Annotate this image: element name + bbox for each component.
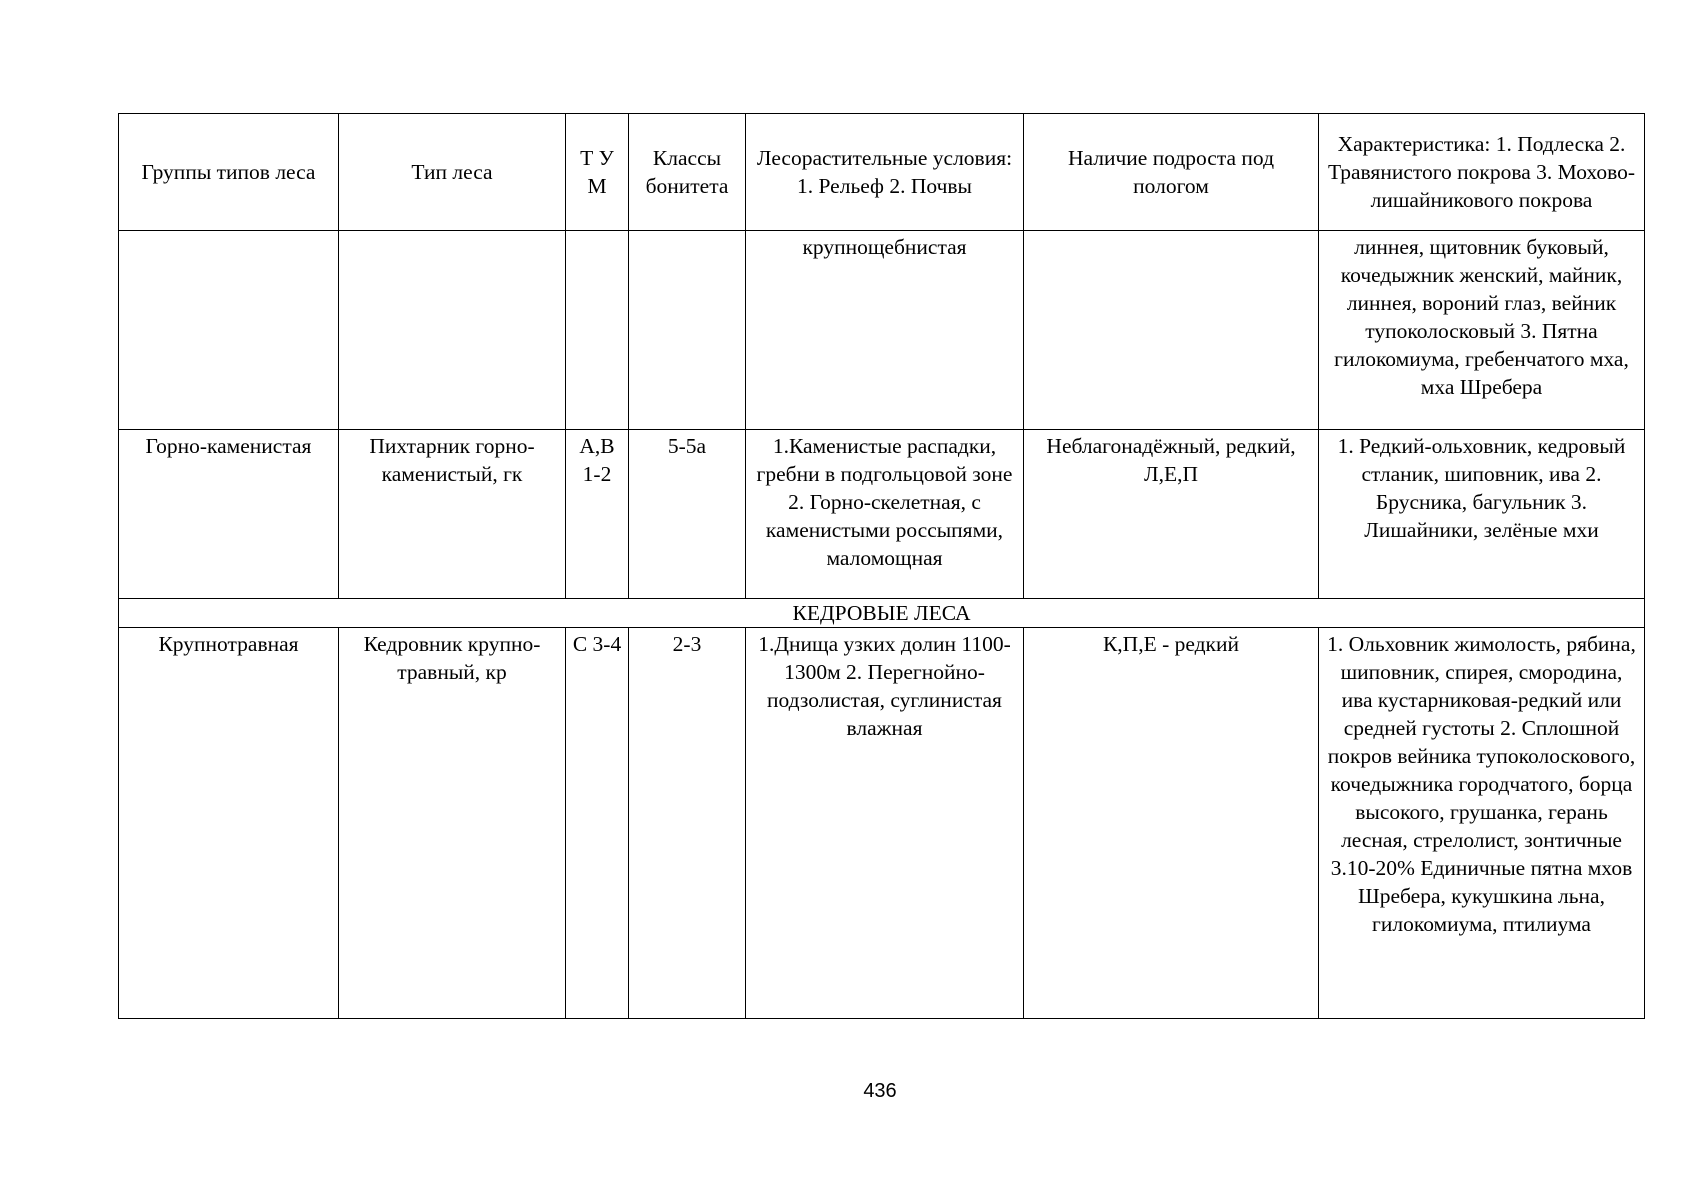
cell-group: Горно-каменистая <box>119 430 339 599</box>
cell-bonitet <box>629 231 746 430</box>
cell-conditions: 1.Днища узких долин 1100-1300м 2. Перегнойно-подзолистая, суглинистая влажная <box>746 628 1024 1019</box>
forest-types-table <box>118 113 1645 1019</box>
table-row <box>119 628 1645 1019</box>
header-characteristics: Характеристика: 1. Подлеска 2. Травянистого покрова 3. Мохово-лишайникового покрова <box>1319 114 1645 231</box>
table-header-row <box>119 114 1645 231</box>
header-undergrowth: Наличие подроста под пологом <box>1024 114 1319 231</box>
cell-type <box>339 231 566 430</box>
cell-group <box>119 231 339 430</box>
cell-characteristics: 1. Ольховник жимолость, рябина, шиповник, спирея, смородина, ива кустарниковая-редкий или средней густоты 2. Сплошной покров вейника тупоколоскового, кочедыжника городчатого, борца высокого, грушанка, герань лесная, стрелолист, зонтичные 3.10-20% Единичные пятна мхов Шребера, кукушкина льна, гилокомиума, птилиума <box>1319 628 1645 1019</box>
cell-tum <box>566 231 629 430</box>
cell-undergrowth: К,П,Е - редкий <box>1024 628 1319 1019</box>
cell-type: Кедровник крупно-травный, кр <box>339 628 566 1019</box>
cell-bonitet: 2-3 <box>629 628 746 1019</box>
cell-undergrowth <box>1024 231 1319 430</box>
section-row <box>119 599 1645 628</box>
cell-conditions: 1.Каменистые распадки, гребни в подгольцовой зоне 2. Горно-скелетная, с каменистыми россыпями, маломощная <box>746 430 1024 599</box>
header-forest-type: Тип леса <box>339 114 566 231</box>
header-forest-groups: Группы типов леса <box>119 114 339 231</box>
cell-conditions: крупнощебнистая <box>746 231 1024 430</box>
cell-characteristics: 1. Редкий-ольховник, кедровый стланик, шиповник, ива 2. Брусника, багульник 3. Лишайники, зелёные мхи <box>1319 430 1645 599</box>
table-row <box>119 430 1645 599</box>
page-number: 436 <box>863 1080 897 1102</box>
cell-characteristics: линнея, щитовник буковый, кочедыжник женский, майник, линнея, вороний глаз, вейник тупоколосковый 3. Пятна гилокомиума, гребенчатого мха, мха Шребера <box>1319 231 1645 430</box>
cell-tum: С 3-4 <box>566 628 629 1019</box>
header-tum: Т У М <box>566 114 629 231</box>
section-title: КЕДРОВЫЕ ЛЕСА <box>119 599 1645 628</box>
table-row <box>119 231 1645 430</box>
cell-tum: А,В 1-2 <box>566 430 629 599</box>
cell-type: Пихтарник горно-каменистый, гк <box>339 430 566 599</box>
header-conditions: Лесорастительные условия: 1. Рельеф 2. Почвы <box>746 114 1024 231</box>
header-bonitet: Классы бонитета <box>629 114 746 231</box>
cell-bonitet: 5-5а <box>629 430 746 599</box>
cell-group: Крупнотравная <box>119 628 339 1019</box>
cell-undergrowth: Неблагонадёжный, редкий, Л,Е,П <box>1024 430 1319 599</box>
